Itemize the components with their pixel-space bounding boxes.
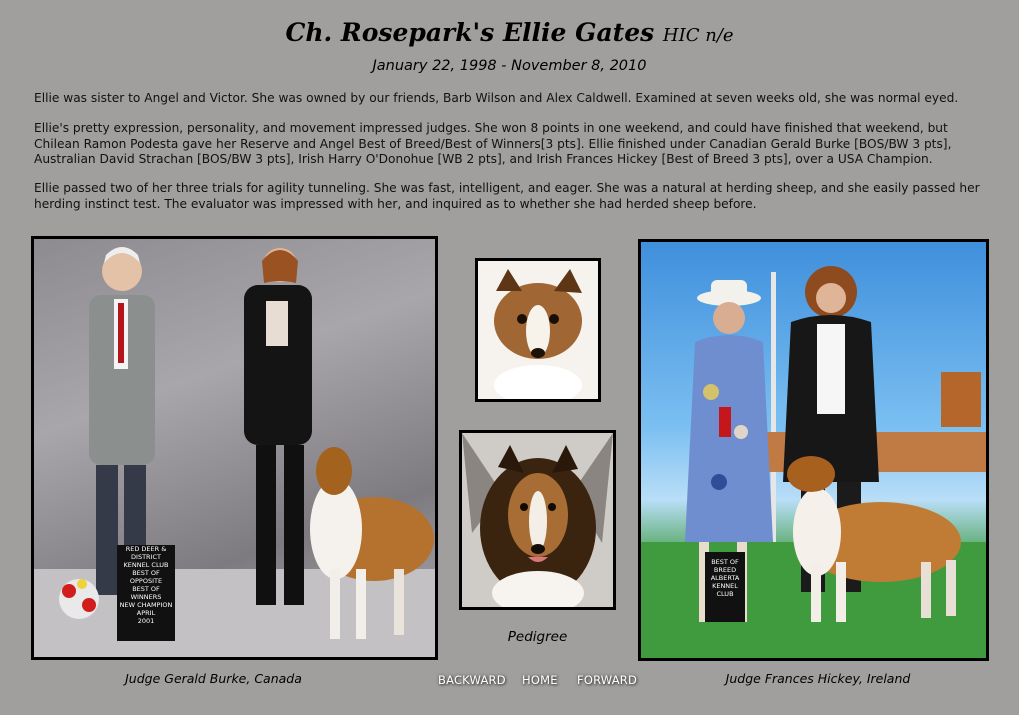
sign-line: WINNERS: [130, 593, 162, 601]
life-dates: January 22, 1998 - November 8, 2010: [372, 58, 647, 74]
sign-line: BEST OF: [711, 558, 739, 566]
photo-judge-gerald-burke: [31, 236, 438, 660]
forward-link[interactable]: FORWARD: [577, 673, 638, 687]
photo-puppy: [475, 258, 601, 402]
sign-line: KENNEL CLUB: [712, 582, 738, 598]
award-sign-right: [705, 552, 745, 622]
backward-link[interactable]: BACKWARD: [438, 673, 506, 687]
paragraph-show-record: Ellie's pretty expression, personality, and movement impressed judges. She won 8 points in one weekend, and could have finished that weekend, but Chilean Ramon Podesta gave her Reserve and Angel Best of Breed/Best of Winners[3 pts]. Ellie finished under Canadian Gerald Burke [BOS/BW 3 pts], Australian David Strachan [BOS/BW 3 pts], Irish Harry O'Donohue [WB 2 pts], and Irish Frances Hickey [Best of Breed 3 pts], over a USA Champion.: [34, 121, 952, 166]
title-suffix: HIC n/e: [662, 25, 734, 46]
sign-line: NEW CHAMPION: [119, 601, 173, 609]
home-link[interactable]: HOME: [522, 673, 558, 687]
page-title: [0, 18, 1019, 47]
sign-line: BEST OF: [132, 569, 160, 577]
award-sign-left: [117, 545, 175, 641]
dog-name: Ch. Rosepark's Ellie Gates: [285, 18, 655, 47]
sign-line: APRIL: [136, 609, 156, 617]
outdoor-show-illustration: [641, 242, 986, 658]
sign-line: OPPOSITE: [129, 577, 163, 585]
sign-line: KENNEL CLUB: [123, 561, 169, 569]
sign-line: ALBERTA: [710, 574, 740, 582]
sign-line: RED DEER & DISTRICT: [125, 545, 167, 561]
show-photo-illustration: [34, 239, 435, 657]
pedigree-caption: Pedigree: [507, 629, 568, 645]
adult-collie-illustration: [462, 433, 613, 607]
left-photo-caption: Judge Gerald Burke, Canada: [125, 671, 302, 686]
sign-line: BREED: [713, 566, 737, 574]
right-photo-caption: Judge Frances Hickey, Ireland: [725, 671, 911, 686]
paragraph-agility-herding: Ellie passed two of her three trials for agility tunneling. She was fast, intelligent, and eager. She was a natural at herding sheep, and she easily passed her herding instinct test. The evaluator was impressed with her, and inquired as to whether she had herded sheep before.: [34, 181, 980, 211]
paragraph-family: Ellie was sister to Angel and Victor. She was owned by our friends, Barb Wilson and Alex Caldwell. Examined at seven weeks old, she was normal eyed.: [34, 91, 959, 105]
puppy-illustration: [478, 261, 598, 399]
sign-line: 2001: [137, 617, 155, 625]
photo-adult-headshot: [459, 430, 616, 610]
photo-judge-frances-hickey: [638, 239, 989, 661]
sign-line: BEST OF: [132, 585, 160, 593]
